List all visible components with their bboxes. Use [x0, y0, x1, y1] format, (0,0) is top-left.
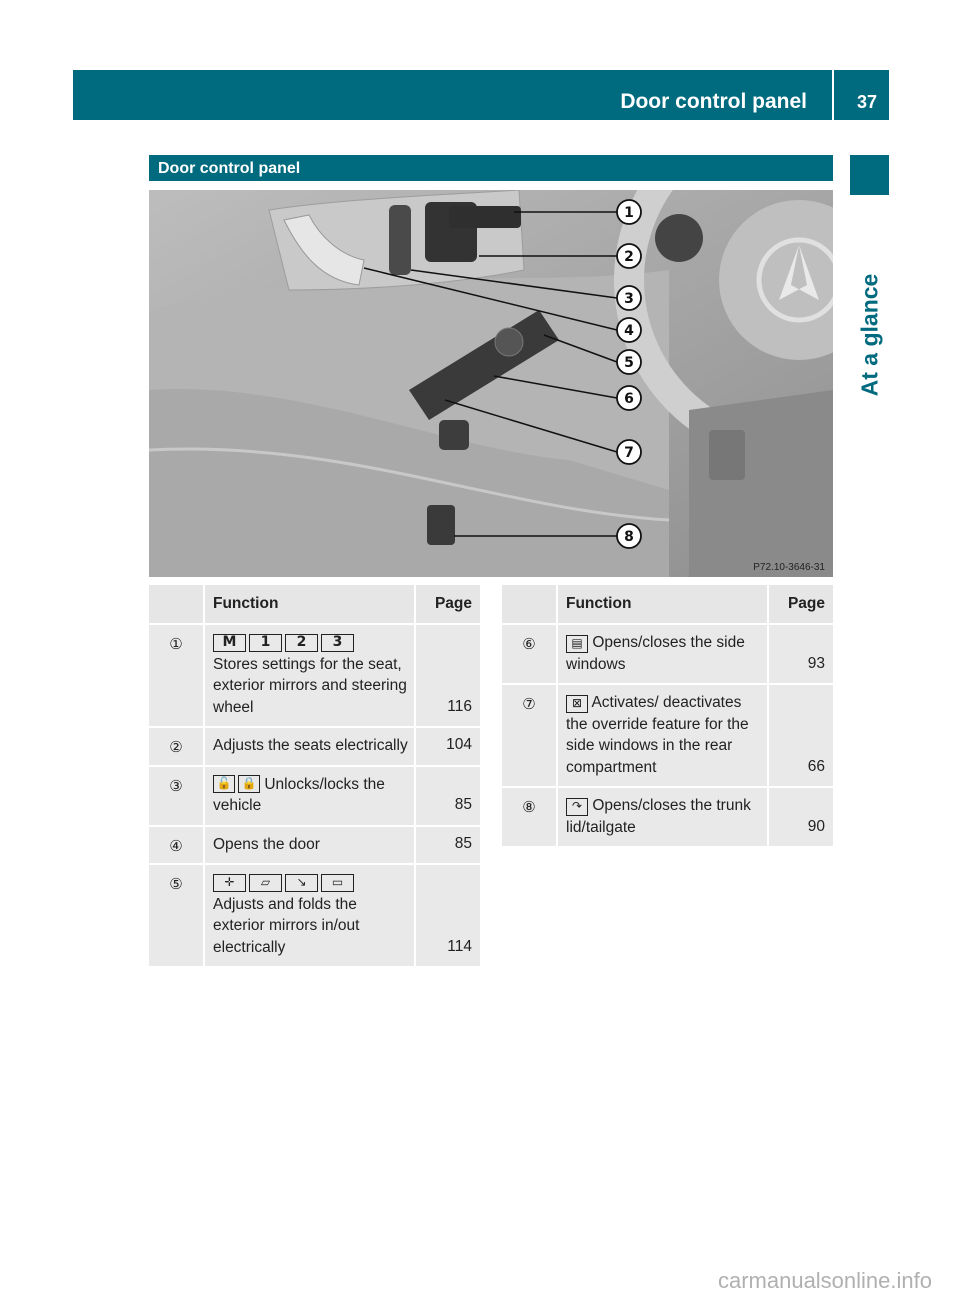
row-text: Adjusts and folds the exterior mirrors in/out electrically [213, 895, 360, 956]
function-table-left [149, 585, 480, 966]
row-page: 104 [416, 726, 480, 765]
num-header [502, 585, 558, 623]
function-header: Function [205, 585, 416, 623]
table-row [149, 623, 480, 726]
table-row [149, 726, 480, 765]
row-number: ③ [149, 765, 205, 825]
memory-m-key: M [213, 634, 246, 652]
row-text: Activates/ deactivates the override feature for the side windows in the rear compartment [566, 694, 749, 776]
page-header: Page [416, 585, 480, 623]
memory-1-key: 1 [249, 634, 282, 652]
row-function [558, 786, 769, 846]
row-number: ⑥ [502, 623, 558, 683]
side-window-icon: ▤ [566, 635, 588, 653]
header-title: Door control panel [620, 90, 807, 113]
page-header: Page [769, 585, 833, 623]
row-number: ② [149, 726, 205, 765]
table-header-row [149, 585, 480, 623]
figure-code: P72.10-3646-31 [753, 562, 825, 573]
function-table-right [502, 585, 833, 846]
row-number: ⑤ [149, 863, 205, 966]
door-panel-illustration [149, 190, 833, 577]
row-text: Stores settings for the seat, exterior mirrors and steering wheel [213, 655, 407, 716]
row-page: 114 [416, 863, 480, 966]
row-text: Opens/closes the trunk lid/tailgate [566, 797, 751, 836]
row-function [205, 863, 416, 966]
row-page: 66 [769, 683, 833, 786]
page-number: 37 [856, 92, 877, 112]
callout-7: 7 [624, 445, 634, 461]
memory-keys [213, 634, 354, 652]
num-header [149, 585, 205, 623]
row-page: 85 [416, 825, 480, 864]
unlock-icon: 🔓 [213, 775, 235, 793]
row-function [205, 726, 416, 765]
lock-icon: 🔒 [238, 775, 260, 793]
mirror-right-icon: ▭ [321, 874, 354, 892]
function-header: Function [558, 585, 769, 623]
row-text: Adjusts the seats electrically [213, 737, 408, 754]
row-function [558, 683, 769, 786]
table-row [502, 623, 833, 683]
trunk-icon: ↷ [566, 798, 588, 816]
mirror-adjust-icon: ✛ [213, 874, 246, 892]
callout-5: 5 [624, 355, 634, 371]
section-side-label: At a glance [856, 273, 883, 397]
callout-4: 4 [624, 323, 634, 339]
row-text: Unlocks/locks the vehicle [213, 775, 385, 814]
row-page: 93 [769, 623, 833, 683]
window-override-icon: ⊠ [566, 695, 588, 713]
callout-6: 6 [624, 391, 634, 407]
row-function [558, 623, 769, 683]
row-number: ⑧ [502, 786, 558, 846]
mirror-keys [213, 874, 354, 892]
mirror-left-icon: ▱ [249, 874, 282, 892]
memory-3-key: 3 [321, 634, 354, 652]
row-number: ① [149, 623, 205, 726]
row-number: ④ [149, 825, 205, 864]
side-tab [850, 155, 889, 195]
row-number: ⑦ [502, 683, 558, 786]
row-text: Opens the door [213, 835, 320, 853]
lock-keys [213, 775, 260, 793]
callout-2: 2 [624, 249, 634, 265]
memory-2-key: 2 [285, 634, 318, 652]
row-text: Opens/closes the side windows [566, 634, 745, 673]
table-header-row [502, 585, 833, 623]
callout-3: 3 [624, 291, 634, 307]
mirror-fold-icon: ↘ [285, 874, 318, 892]
table-row [149, 765, 480, 825]
row-page: 90 [769, 786, 833, 846]
callout-1: 1 [624, 205, 634, 221]
table-row [149, 863, 480, 966]
row-function [205, 623, 416, 726]
header-divider [832, 70, 834, 120]
section-title: Door control panel [149, 155, 833, 181]
table-row [502, 683, 833, 786]
row-function [205, 825, 416, 864]
page-header [73, 70, 889, 120]
watermark: carmanualsonline.info [717, 1268, 932, 1293]
table-row [502, 786, 833, 846]
row-page: 85 [416, 765, 480, 825]
row-function [205, 765, 416, 825]
table-row [149, 825, 480, 864]
row-page: 116 [416, 623, 480, 726]
callout-8: 8 [624, 529, 634, 545]
